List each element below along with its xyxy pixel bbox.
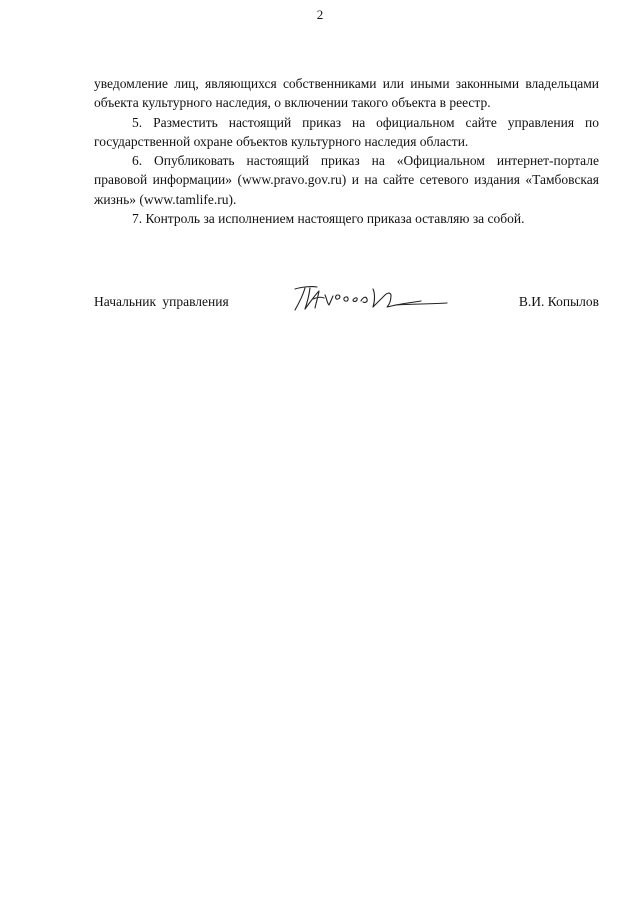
signatory-title: Начальник управления [94,294,229,309]
page-number: 2 [316,7,324,22]
signature-block [94,283,599,323]
document-body [94,74,599,228]
paragraph-item-7: 7. Контроль за исполнением настоящего приказа оставляю за собой. [132,211,525,227]
paragraph-continuation: уведомление лиц, являющихся собственниками или иными законными владельцами объекта культурного наследия, о включении такого объекта в реестр. [94,76,599,111]
paragraph-item-6: 6. Опубликовать настоящий приказ на «Официальном интернет-портале правовой информации» (www.pravo.gov.ru) и на сайте сетевого издания «Тамбовская жизнь» (www.tamlife.ru). [94,153,599,207]
paragraph-item-5: 5. Разместить настоящий приказ на официальном сайте управления по государственной охране объектов культурного наследия области. [94,114,599,149]
signatory-name: В.И. Копылов [518,294,599,309]
handwritten-signature [291,283,451,315]
